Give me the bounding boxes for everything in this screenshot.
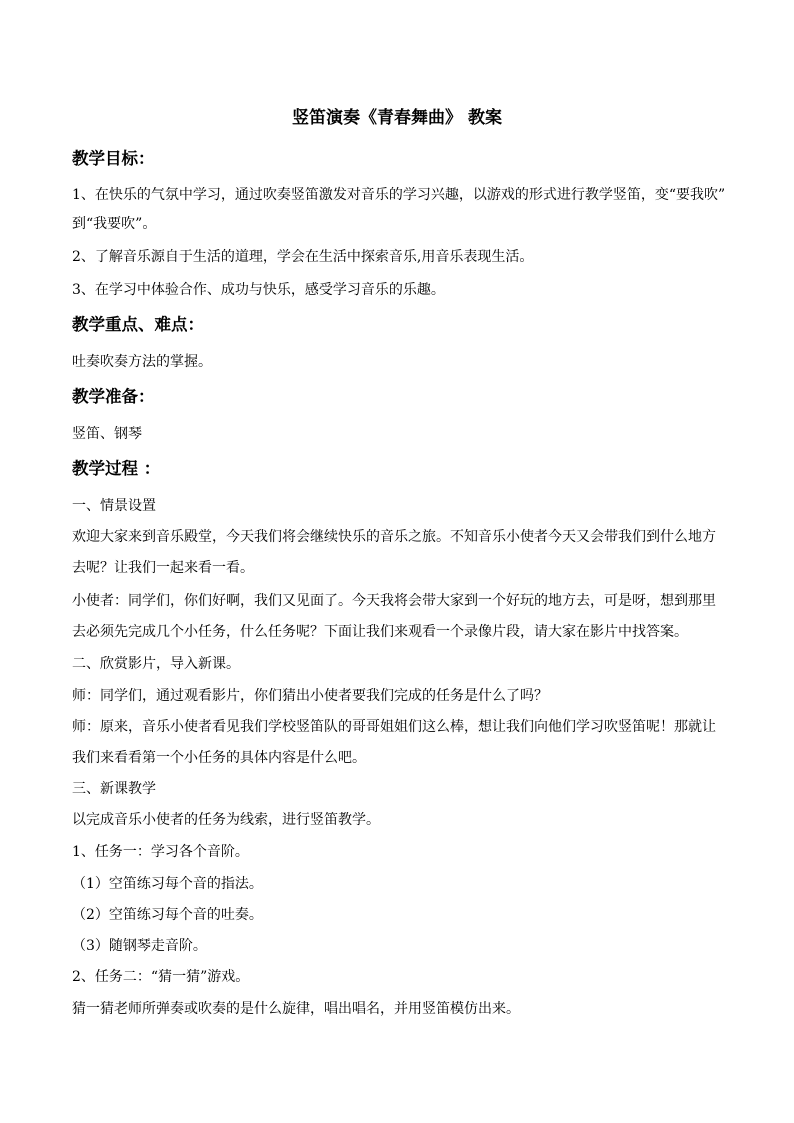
prep-text: 竖笛、钢琴 xyxy=(72,426,142,442)
section-1-title: 一、情景设置 xyxy=(72,498,156,514)
goal-1-line-2: 到“我要吹”。 xyxy=(72,216,157,232)
para-1-line-2: 去呢？让我们一起来看一看。 xyxy=(72,560,254,576)
goal-1-line-1: 1、在快乐的气氛中学习，通过吹奏竖笛激发对音乐的学习兴趣，以游戏的形式进行教学竖笛，变“要我吹” xyxy=(72,187,726,203)
section-2-title: 二、欣赏影片，导入新课。 xyxy=(72,656,240,672)
heading-process: 教学过程 ： xyxy=(72,459,161,478)
focus-text: 吐奏吹奏方法的掌握。 xyxy=(72,354,212,370)
para-4-line-2: 我们来看看第一个小任务的具体内容是什么吧。 xyxy=(72,750,366,766)
heading-prep: 教学准备： xyxy=(72,387,155,406)
heading-goals: 教学目标： xyxy=(72,149,155,168)
para-2-line-2: 去必须先完成几个小任务，什么任务呢？下面让我们来观看一个录像片段，请大家在影片中找答案。 xyxy=(72,624,688,640)
task-1-step-1: （1）空笛练习每个音的指法。 xyxy=(72,876,263,892)
para-5: 以完成音乐小使者的任务为线索，进行竖笛教学。 xyxy=(72,812,380,828)
task-1-step-3: （3）随钢琴走音阶。 xyxy=(72,938,207,954)
goal-3: 3、在学习中体验合作、成功与快乐，感受学习音乐的乐趣。 xyxy=(72,282,445,298)
para-4-line-1: 师：原来，音乐小使者看见我们学校竖笛队的哥哥姐姐们这么棒，想让我们向他们学习吹竖笛呢！那就让 xyxy=(72,719,716,735)
heading-focus: 教学重点、难点： xyxy=(72,315,204,334)
para-2-line-1: 小使者：同学们，你们好啊，我们又见面了。今天我将会带大家到一个好玩的地方去，可是呀，想到那里 xyxy=(72,593,716,609)
task-1: 1、任务一：学习各个音阶。 xyxy=(72,844,249,860)
goal-2: 2、了解音乐源自于生活的道理，学会在生活中探索音乐,用音乐表现生活。 xyxy=(72,249,534,265)
document-title: 竖笛演奏《青春舞曲》 教案 xyxy=(292,108,502,128)
section-3-title: 三、新课教学 xyxy=(72,781,156,797)
task-1-step-2: （2）空笛练习每个音的吐奏。 xyxy=(72,907,263,923)
para-3: 师：同学们，通过观看影片，你们猜出小使者要我们完成的任务是什么了吗？ xyxy=(72,688,548,704)
para-1-line-1: 欢迎大家来到音乐殿堂，今天我们将会继续快乐的音乐之旅。不知音乐小使者今天又会带我们到什么地方 xyxy=(72,529,716,545)
task-2: 2、任务二：“猜一猜”游戏。 xyxy=(72,969,250,985)
para-6: 猜一猜老师所弹奏或吹奏的是什么旋律，唱出唱名，并用竖笛模仿出来。 xyxy=(72,1001,520,1017)
